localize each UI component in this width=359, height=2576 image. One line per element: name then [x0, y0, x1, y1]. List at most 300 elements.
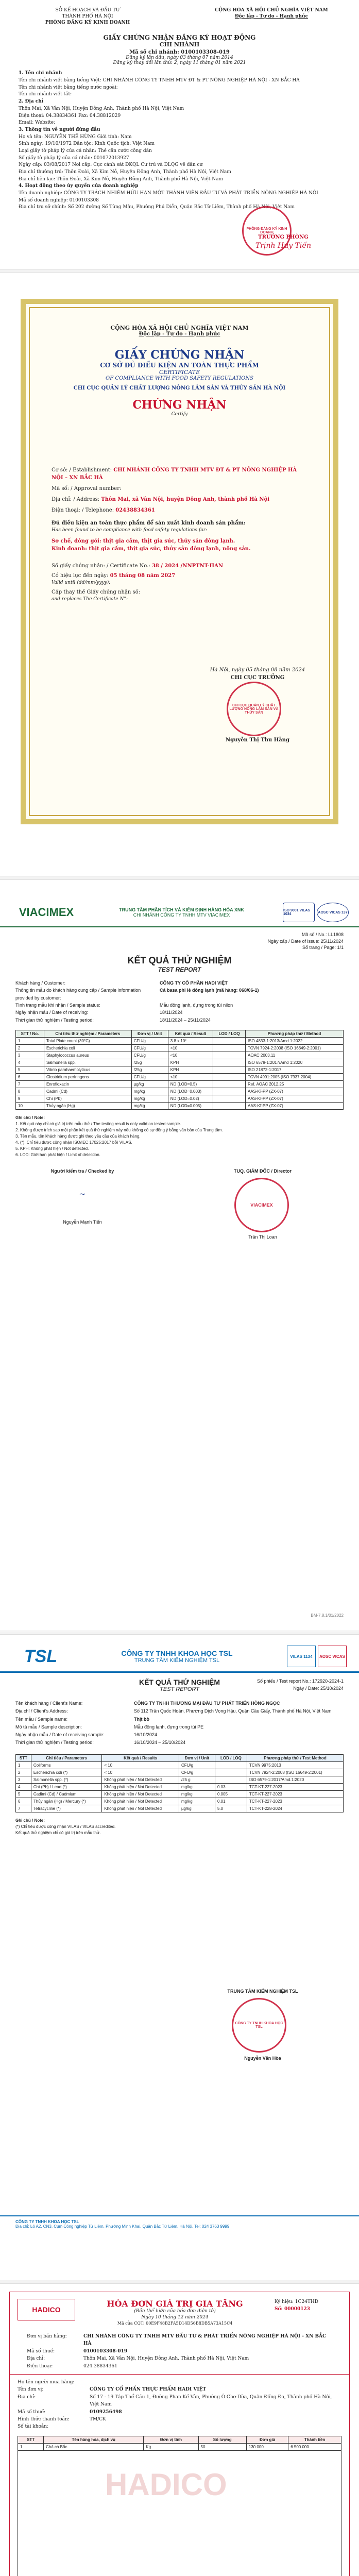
table-cell: CFU/g	[131, 1052, 168, 1059]
body-line: Tên chi nhánh viết tắt:	[19, 92, 72, 97]
note-line: 2. Không được trích sao một phần kết quả thử nghiệm này nếu không có sự đồng ý bằng văn bản của Trung tâm.	[15, 1128, 223, 1133]
info-value: 16/10/2024	[134, 1732, 158, 1738]
certificate-signature	[196, 667, 319, 743]
body-line: Tên doanh nghiệp: CÔNG TY TRÁCH NHIỆM HỮU HẠN MỘT THÀNH VIÊN ĐẦU TƯ VÀ PHÁT TRIỂN NÔNG NGHIỆP HÀ NỘI	[19, 191, 318, 196]
info-value: Mẫu đông lạnh, đựng trong túi nilon	[160, 1002, 233, 1008]
scope-label: Đủ điều kiện an toàn thực phẩm để sản xuất kinh doanh sản phẩm:	[52, 520, 246, 526]
table-cell: Thủy ngân (Hg)	[44, 1103, 131, 1110]
report-title-en: TEST REPORT	[160, 1686, 199, 1692]
note-line: Ghi chú / Note:	[15, 1818, 45, 1823]
table-cell: TCT-KT-227-2023	[247, 1798, 343, 1805]
vicas-badge: AOSC VICAS	[318, 1646, 347, 1667]
body-line: Tên chi nhánh viết bằng tiếng Việt: CHI NHÁNH CÔNG TY TNHH MTV ĐT & PT NÔNG NGHIỆP HÀ NỘI - XN BẮC HÀ	[19, 78, 300, 83]
table-cell: AOAC 2003.11	[246, 1052, 344, 1059]
table-row	[18, 2443, 341, 2450]
results-table-body	[16, 1761, 344, 1812]
table-cell: Không phát hiện / Not Detected	[102, 1805, 179, 1812]
hadico-logo: HADICO	[18, 2299, 75, 2320]
info-value: Thịt bò	[134, 1716, 149, 1722]
col-header: Đơn vị / Unit	[179, 1754, 215, 1761]
col-header: STT	[18, 2436, 44, 2443]
table-cell: 7	[16, 1081, 44, 1088]
phone-label: Điện thoại: / Telephone:	[52, 507, 114, 513]
meta-line: Ngày cấp / Date of issue: 25/11/2024	[267, 938, 344, 944]
table-row	[16, 1074, 344, 1081]
table-cell	[215, 1769, 247, 1776]
center-name	[82, 907, 281, 918]
info-label: Mã số thuế:	[18, 2409, 46, 2415]
table-cell	[213, 1074, 246, 1081]
info-label: Đơn vị bán hàng:	[27, 2334, 67, 2339]
table-cell: µg/kg	[179, 1805, 215, 1812]
col-header: Phương pháp thử / Test Method	[247, 1754, 343, 1761]
scope-en: Has been found to be compliance with food safety regulations for:	[52, 528, 208, 533]
iso-badge: ISO 9001 VILAS 1034	[283, 903, 315, 922]
page-separator	[0, 269, 359, 273]
info-label: Khách hàng / Customer:	[15, 980, 66, 986]
table-row	[16, 1790, 344, 1798]
col-header: Kết quả / Result	[168, 1030, 213, 1038]
table-cell	[213, 1103, 246, 1110]
registration-body	[0, 65, 359, 211]
note-line: (*) Chỉ tiêu được công nhận VILAS / VILAS accredited.	[15, 1824, 116, 1829]
note-line: Kết quả thử nghiệm chỉ có giá trị trên mẫu thử.	[15, 1830, 101, 1835]
place-date: Hà Nội, ngày 05 tháng 08 năm 2024	[210, 667, 305, 673]
page-vat-invoice	[0, 2287, 359, 2576]
table-cell: 5.0	[215, 1805, 247, 1812]
tsl-logo: TSL	[24, 1646, 58, 1666]
checker-signature	[31, 1168, 134, 1225]
col-header: Đơn giá	[246, 2436, 288, 2443]
table-cell	[215, 1776, 247, 1783]
info-value: Mẫu đông lạnh, đựng trong túi PE	[134, 1724, 204, 1730]
table-cell: TCVN 7924-2:2008 (ISO 16649-2:2001)	[246, 1045, 344, 1052]
form-code: BM-7.8.1/01/2022	[311, 1613, 344, 1618]
footer-address: Địa chỉ: Lô A2, CN3, Cụm Công nghiệp Từ Liêm, Phường Minh Khai, Quận Bắc Từ Liêm, Hà Nội. Tel: 024 3763 9999	[15, 2224, 230, 2229]
table-cell: Chì (Pb) / Lead (*)	[31, 1783, 101, 1790]
table-cell: CFU/g	[179, 1769, 215, 1776]
header-line: PHÒNG ĐĂNG KÝ KINH DOANH	[45, 20, 130, 26]
col-header: Đơn vị / Unit	[131, 1030, 168, 1038]
table-cell: /25g	[131, 1066, 168, 1074]
estab-name: CHI NHÁNH CÔNG TY TNHH MTV ĐT & PT NÔNG NGHIỆP HÀ NỘI – XN BẮC HÀ	[52, 467, 297, 481]
sign-role: TUQ. GIÁM ĐỐC / Director	[233, 1168, 292, 1174]
table-cell	[213, 1059, 246, 1066]
table-row	[16, 1805, 344, 1812]
table-cell: 4	[16, 1059, 44, 1066]
sign-name: Trịnh Huy Tiến	[255, 242, 312, 250]
table-row	[16, 1783, 344, 1790]
certificate-en: CERTIFICATE	[159, 369, 200, 376]
report-notes	[0, 1812, 359, 1836]
info-label: Ngày nhận mẫu / Date of receiving:	[15, 1010, 89, 1015]
table-row	[16, 1045, 344, 1052]
table-cell: TCVN 7924-2:2008 (ISO 16649-2:2001)	[247, 1769, 343, 1776]
table-cell	[213, 1081, 246, 1088]
info-label: Họ tên người mua hàng:	[18, 2379, 75, 2385]
document-subtitle: CHI NHÁNH	[159, 41, 200, 48]
table-cell: 9	[16, 1095, 44, 1103]
table-cell: 6.500.000	[288, 2443, 341, 2450]
meta-line: Số trang / Page: 1/1	[302, 945, 344, 951]
table-cell: mg/kg	[179, 1783, 215, 1790]
col-header: STT / No.	[16, 1030, 44, 1038]
meta-line: Số phiếu / Test report No.: 172920-2024-1	[257, 1679, 344, 1684]
reg-first: Đăng ký lần đầu, ngày 03 tháng 07 năm 2014	[126, 55, 233, 61]
viacimex-logo: VIACIMEX	[19, 906, 74, 919]
sign-name: Trần Thị Loan	[248, 1234, 277, 1240]
table-cell: Không phát hiện / Not Detected	[102, 1776, 179, 1783]
info-label: Thông tin mẫu do khách hàng cung cấp / Sample information provided by customer:	[15, 988, 141, 1001]
center-subtitle: CHI NHÁNH CÔNG TY TNHH MTV VIACIMEX	[133, 912, 230, 918]
sample-info	[0, 973, 359, 1024]
table-cell: 6	[16, 1798, 31, 1805]
table-cell: Chả cá Bắc	[44, 2443, 144, 2450]
items-table	[18, 2436, 341, 2451]
info-value: 16/10/2024 – 25/10/2024	[134, 1740, 186, 1745]
info-value: Số 17 - 19 Tập Thể Cầu 1, Đường Phan Kế Vân, Phường Ô Chợ Dừa, Quận Đống Đa, Thành phố Hà Nội, Việt Nam	[90, 2394, 332, 2408]
info-label: Ngày nhận mẫu / Date of receiving sample:	[15, 1732, 105, 1738]
table-cell: 0.01	[215, 1798, 247, 1805]
table-cell: ND (LOD=0.02)	[168, 1095, 213, 1103]
table-cell: ISO 6579-1:2017/Amd.1:2020	[247, 1776, 343, 1783]
table-row	[16, 1052, 344, 1059]
header-line: THÀNH PHỐ HÀ NỘI	[62, 14, 113, 20]
sign-name: Nguyễn Mạnh Tiến	[63, 1219, 102, 1225]
info-label: Hình thức thanh toán:	[18, 2416, 70, 2422]
items-table-body	[18, 2443, 341, 2450]
report-notes	[0, 1110, 359, 1158]
table-cell: Cadimi (Cd) / Cadmium	[31, 1790, 101, 1798]
info-value: CÔNG TY CỔ PHẦN THỰC PHẨM HADI VIỆT	[90, 2387, 207, 2393]
table-cell: Kg	[144, 2443, 198, 2450]
table-row	[16, 1776, 344, 1783]
body-line: Ngày cấp: 03/08/2017 Nơi cấp: Cục cảnh sát ĐKQL Cư trú và DLQG về dân cư	[19, 162, 203, 168]
table-cell: Salmonella spp.	[44, 1059, 131, 1066]
table-cell: Vibrio parahaemolyticus	[44, 1066, 131, 1074]
info-label: Mã số thuế:	[27, 2348, 55, 2354]
table-cell: CFU/g	[179, 1761, 215, 1769]
sign-name: Nguyễn Thị Thu Hằng	[226, 737, 289, 743]
validity-value: 05 tháng 08 năm 2027	[110, 572, 176, 579]
cert-no-label: Số giấy chứng nhận: / Certificate No.:	[52, 563, 150, 569]
col-header: Tên hàng hóa, dịch vụ	[44, 2436, 144, 2443]
tsl-signature	[196, 1989, 330, 2061]
scope-value-2: Kinh doanh: thịt gia cầm, thịt gia súc, thủy sản đông lạnh, nông sản.	[52, 546, 251, 552]
table-cell: AAS-Kĩ-PP (ZX-07)	[246, 1095, 344, 1103]
page-viacimex-report	[0, 896, 359, 1628]
table-row	[16, 1088, 344, 1095]
table-row	[16, 1095, 344, 1103]
table-header-row	[18, 2436, 341, 2443]
table-cell: Không phát hiện / Not Detected	[102, 1798, 179, 1805]
info-value: CÔNG TY CỔ PHẦN HADI VIỆT	[160, 980, 228, 986]
table-row	[16, 1038, 344, 1045]
body-line: Thôn Mai, Xã Vân Nội, Huyện Đông Anh, Thành phố Hà Nội, Việt Nam	[19, 106, 184, 111]
table-cell: Ref. AOAC 2012.25	[246, 1081, 344, 1088]
company-subtitle: TRUNG TÂM KIỂM NGHIỆM TSL	[134, 1657, 220, 1664]
certifies-label: CHỨNG NHẬN	[132, 398, 227, 412]
page-separator	[0, 876, 359, 880]
note-line: 1. Kết quả này chỉ có giá trị trên mẫu thử / The testing result is only valid on tested sample.	[15, 1122, 181, 1127]
vilas-badge: VILAS 1134	[287, 1646, 316, 1667]
body-line: Số giấy tờ pháp lý của cá nhân: 001072013927	[19, 155, 129, 161]
left-header	[12, 7, 163, 26]
table-cell: <10	[168, 1074, 213, 1081]
report-signatures	[0, 1168, 359, 1266]
table-cell: AAS-Kĩ-PP (ZX-07)	[246, 1088, 344, 1095]
page-separator	[0, 1631, 359, 1635]
section-title: 2. Địa chỉ	[19, 99, 44, 105]
info-value: CHI NHÁNH CÔNG TY TNHH MTV ĐẦU TƯ & PHÁT TRIỂN NÔNG NGHIỆP HÀ NỘI - XN BẮC HÀ	[83, 2334, 327, 2347]
table-cell: Clostridium perfringens	[44, 1074, 131, 1081]
table-cell: 4	[16, 1783, 31, 1790]
table-cell: /25 g	[179, 1776, 215, 1783]
table-cell: <10	[168, 1045, 213, 1052]
table-cell: TCT-KT-227-2023	[247, 1790, 343, 1798]
table-cell: <10	[168, 1052, 213, 1059]
number-line: Số: 00000123	[275, 2306, 311, 2312]
info-value: 18/11/2024 – 25/11/2024	[160, 1017, 211, 1023]
table-cell	[215, 1761, 247, 1769]
section-title: 4. Hoạt động theo ủy quyền của doanh nghiệp	[19, 183, 139, 189]
table-cell: µg/kg	[131, 1081, 168, 1088]
col-header: Đơn vị tính	[144, 2436, 198, 2443]
info-value: 024.38834361	[83, 2363, 117, 2369]
branch-code: Mã số chi nhánh: 0100103308-019	[129, 49, 230, 56]
motto-line: Độc lập - Tự do - Hạnh phúc	[234, 14, 309, 20]
info-value: Cá basa phi lê đông lạnh (mã hàng: 068/06-1)	[160, 988, 259, 993]
col-header: Thành tiền	[288, 2436, 341, 2443]
info-label: Địa chỉ / Client's Address:	[15, 1708, 68, 1714]
report-title: KẾT QUẢ THỬ NGHIỆM	[127, 955, 232, 965]
table-cell: mg/kg	[131, 1103, 168, 1110]
table-cell: Staphylococcus aureus	[44, 1052, 131, 1059]
table-cell: ND (LOD=0.5)	[168, 1081, 213, 1088]
right-header	[196, 7, 347, 26]
table-cell: Total Plate count (30°C)	[44, 1038, 131, 1045]
table-cell: 3	[16, 1052, 44, 1059]
address-label: Địa chỉ: / Address:	[52, 497, 100, 502]
table-row	[16, 1081, 344, 1088]
validity-en: Valid until (dd/mm/yyyy):	[52, 580, 111, 585]
vicas-badge: AOSC VICAS 137	[317, 903, 349, 922]
table-cell	[213, 1045, 246, 1052]
body-line: Email: Website:	[19, 120, 56, 126]
info-label: Thời gian thử nghiệm / Testing period:	[15, 1740, 94, 1745]
company-name	[69, 1649, 285, 1664]
table-cell: 5	[16, 1790, 31, 1798]
table-cell: ISO 21872-1:2017	[246, 1066, 344, 1074]
body-line: Loại giấy tờ pháp lý của cá nhân: Thẻ căn cước công dân	[19, 148, 152, 154]
info-value: Thôn Mai, Xã Vân Nội, Huyện Đông Anh, Thành phố Hà Nội, Việt Nam	[83, 2356, 249, 2362]
cert-no-value: 38 / 2024 /NNPTNT-HAN	[151, 563, 223, 569]
report-footer	[0, 2215, 359, 2232]
info-label: Tên mẫu / Sample name:	[15, 1716, 68, 1722]
tax-authority-code: Mã của CQT: 00E9F48B2FA5D14D56B8DB5A73A15C4	[117, 2321, 233, 2326]
body-line: Điện thoại: 04.38834361 Fax: 04.38812029	[19, 113, 121, 118]
phone-value: 02438834361	[115, 507, 155, 513]
table-cell: /25g	[131, 1059, 168, 1066]
col-header: Phương pháp thử / Method	[246, 1030, 344, 1038]
report-title-en: TEST REPORT	[158, 965, 201, 973]
info-label: Số tài khoản:	[18, 2424, 49, 2430]
table-cell: 3.8 x 10²	[168, 1038, 213, 1045]
title-row	[0, 1673, 359, 1692]
symbol-line: Ký hiệu: 1C24THD	[275, 2299, 318, 2304]
table-cell: 2	[16, 1045, 44, 1052]
report-header	[0, 1638, 359, 1673]
sign-role: Người kiểm tra / Checked by	[50, 1168, 114, 1174]
header-line: SỞ KẾ HOẠCH VÀ ĐẦU TƯ	[55, 8, 120, 13]
info-label: Tên khách hàng / Client's Name:	[15, 1701, 83, 1706]
table-cell: TCT-KT-227-2023	[247, 1783, 343, 1790]
sample-info	[0, 1692, 359, 1747]
table-cell: KPH	[168, 1059, 213, 1066]
center-title: TRUNG TÂM PHÂN TÍCH VÀ KIỂM ĐỊNH HÀNG HÓA XNK	[119, 907, 244, 912]
certificate-title: GIẤY CHỨNG NHẬN	[114, 348, 245, 362]
table-cell: ISO 4833-1:2013/Amd 1:2022	[246, 1038, 344, 1045]
motto-line: Độc lập - Tự do - Hạnh phúc	[139, 331, 220, 337]
table-cell: CFU/g	[131, 1074, 168, 1081]
table-cell: Cadmi (Cd)	[44, 1088, 131, 1095]
scope-value: Sơ chế, đóng gói: thịt gia cầm, thịt gia súc, thủy sản đông lạnh.	[52, 538, 235, 544]
table-cell: Enrofloxacin	[44, 1081, 131, 1088]
official-stamp	[227, 682, 281, 736]
body-line: Mã số doanh nghiệp: 0100103308	[19, 197, 99, 203]
table-cell: < 10	[102, 1761, 179, 1769]
table-cell: 6	[16, 1074, 44, 1081]
table-cell: 7	[16, 1805, 31, 1812]
page-business-registration	[0, 0, 359, 268]
results-table-body	[16, 1038, 344, 1110]
table-row	[16, 1103, 344, 1110]
info-value: Số 112 Trần Quốc Hoàn, Phường Dịch Vọng Hậu, Quận Cầu Giấy, Thành phố Hà Nội, Việt Nam	[134, 1708, 332, 1714]
meta-line: Mã số / No.: LL1808	[301, 932, 344, 937]
body-line: Họ và tên: NGUYỄN THẾ HÙNG Giới tính: Nam	[19, 134, 132, 140]
note-line: 4. (*): Chỉ tiêu được công nhận ISO/IEC 17025:2017 bởi VILAS.	[15, 1140, 132, 1145]
note-line: 6. LOD: Giới hạn phát hiện / Limit of detection.	[15, 1153, 100, 1158]
certificate-body	[52, 466, 309, 603]
report-header	[0, 896, 359, 927]
table-cell: Thủy ngân (Hg) / Mercury (*)	[31, 1798, 101, 1805]
page-separator	[0, 2280, 359, 2284]
estab-label: Cơ sở: / Establishment:	[52, 467, 112, 473]
results-table	[15, 1030, 344, 1110]
info-label: Tình trạng mẫu khi nhận / Sample status:	[15, 1002, 100, 1008]
sign-role: CHI CỤC TRƯỞNG	[230, 675, 285, 681]
table-cell: TCVN 4991:2005 (ISO 7937:2004)	[246, 1074, 344, 1081]
page-tsl-report	[0, 1638, 359, 2277]
table-row	[16, 1059, 344, 1066]
invoice-title: HÓA ĐƠN GIÁ TRỊ GIA TĂNG	[107, 2299, 243, 2309]
body-line: Địa chỉ thường trú: Thôn Đoài, Xã Kim Nỗ, Huyện Đông Anh, Thành phố Hà Nội, Việt Nam	[19, 170, 231, 175]
nation-line: CỘNG HÒA XÃ HỘI CHỦ NGHĨA VIỆT NAM	[215, 8, 328, 13]
info-label: Điện thoại:	[27, 2363, 53, 2369]
table-cell: 3	[16, 1776, 31, 1783]
table-cell	[213, 1095, 246, 1103]
stamp-text: VIACIMEX	[250, 1202, 273, 1208]
col-header: Kết quả / Results	[102, 1754, 179, 1761]
results-table	[15, 1754, 344, 1812]
official-stamp	[232, 1998, 286, 2053]
body-line: Địa chỉ trụ sở chính: Số 202 đường Số Tùng Mậu, Phường Phú Diễn, Quận Bắc Từ Liêm, Thành phố Hà Nội, Việt Nam	[19, 205, 295, 210]
validity-label: Có hiệu lực đến ngày:	[52, 572, 109, 579]
col-header: Số lượng	[198, 2436, 246, 2443]
issuing-agency: CHI CỤC QUẢN LÝ CHẤT LƯỢNG NÔNG LÂM SẢN VÀ THỦY SẢN HÀ NỘI	[73, 385, 286, 391]
table-cell	[213, 1066, 246, 1074]
info-label: Địa chỉ:	[27, 2356, 45, 2362]
certificate-en-sub: OF COMPLIANCE WITH FOOD SAFETY REGULATIONS	[106, 376, 253, 381]
info-value: 0100103308-019	[83, 2348, 128, 2354]
table-cell: AAS-Kĩ-PP (ZX-07)	[246, 1103, 344, 1110]
table-cell: ND (LOD=0.003)	[168, 1088, 213, 1095]
info-value: 0109256498	[90, 2409, 122, 2415]
invoice-subtitle: (Bản thể hiện của hóa đơn điện tử)	[134, 2309, 216, 2314]
table-cell: Không phát hiện / Not Detected	[102, 1783, 179, 1790]
info-label: Địa chỉ:	[18, 2394, 36, 2400]
table-row	[16, 1798, 344, 1805]
replace-label: Cấp thay thế Giấy chứng nhận số:	[52, 589, 141, 595]
table-cell: mg/kg	[131, 1095, 168, 1103]
stamp-text: CÔNG TY TNHH KHOA HỌC TSL	[235, 2022, 283, 2029]
meta-line: Ngày / Date: 25/10/2024	[293, 1685, 344, 1691]
table-cell: Không phát hiện / Not Detected	[102, 1790, 179, 1798]
table-row	[16, 1066, 344, 1074]
col-header: LOD / LOQ	[215, 1754, 247, 1761]
report-title: KẾT QUẢ THỬ NGHIỆM	[139, 1678, 220, 1686]
nation-line: CỘNG HÒA XÃ HỘI CHỦ NGHĨA VIỆT NAM	[110, 325, 249, 331]
table-header-row	[16, 1754, 344, 1761]
table-cell: 0.03	[215, 1783, 247, 1790]
table-cell: 0.005	[215, 1790, 247, 1798]
table-cell: mg/kg	[179, 1790, 215, 1798]
table-cell: CFU/g	[131, 1045, 168, 1052]
section-title: 1. Tên chi nhánh	[19, 71, 62, 76]
certifies-en: Certify	[171, 412, 188, 417]
table-cell	[213, 1052, 246, 1059]
table-cell: Escherichia coli (*)	[31, 1769, 101, 1776]
table-cell: 1	[16, 1761, 31, 1769]
sign-role: TRUNG TÂM KIỂM NGHIỆM TSL	[227, 1989, 298, 1994]
table-cell: ND (LOD=0.005)	[168, 1103, 213, 1110]
replace-en: and replaces The Certificate N°:	[52, 597, 128, 602]
table-row	[16, 1761, 344, 1769]
page-food-safety-certificate	[0, 289, 359, 845]
table-cell: Salmonella spp. (*)	[31, 1776, 101, 1783]
table-cell: mg/kg	[131, 1088, 168, 1095]
info-label: Thời gian thử nghiệm / Testing period:	[15, 1017, 94, 1023]
table-cell: ISO 6579-1:2017/Amd 1:2020	[246, 1059, 344, 1066]
table-cell: KPH	[168, 1066, 213, 1074]
invoice-date: Ngày 10 tháng 12 năm 2024	[141, 2315, 209, 2320]
table-cell: TCVN 9975:2013	[247, 1761, 343, 1769]
info-value: TM/CK	[90, 2416, 106, 2422]
body-line: Tên chi nhánh viết bằng tiếng nước ngoài:	[19, 84, 118, 90]
table-cell: 50	[198, 2443, 246, 2450]
table-cell	[213, 1038, 246, 1045]
info-label: Mô tả mẫu / Sample description:	[15, 1724, 82, 1730]
footer-company: CÔNG TY TNHH KHOA HỌC TSL	[15, 2219, 79, 2224]
sign-name: Nguyễn Văn Hòa	[244, 2056, 281, 2061]
table-cell: Chì (Pb)	[44, 1095, 131, 1103]
col-header: Chỉ tiêu / Parameters	[31, 1754, 101, 1761]
stamp-text: CHI CỤC QUẢN LÝ CHẤT LƯỢNG NÔNG LÂM SẢN VÀ THỦY SẢN	[229, 703, 279, 715]
note-line: Ghi chú / Note:	[15, 1115, 45, 1121]
table-cell: 2	[16, 1769, 31, 1776]
body-line: Địa chỉ liên lạc: Thôn Đoài, Xã Kim Nỗ, Huyện Đông Anh, Thành phố Hà Nội, Việt Nam	[19, 176, 224, 182]
signature-mark: ~	[79, 1189, 86, 1199]
